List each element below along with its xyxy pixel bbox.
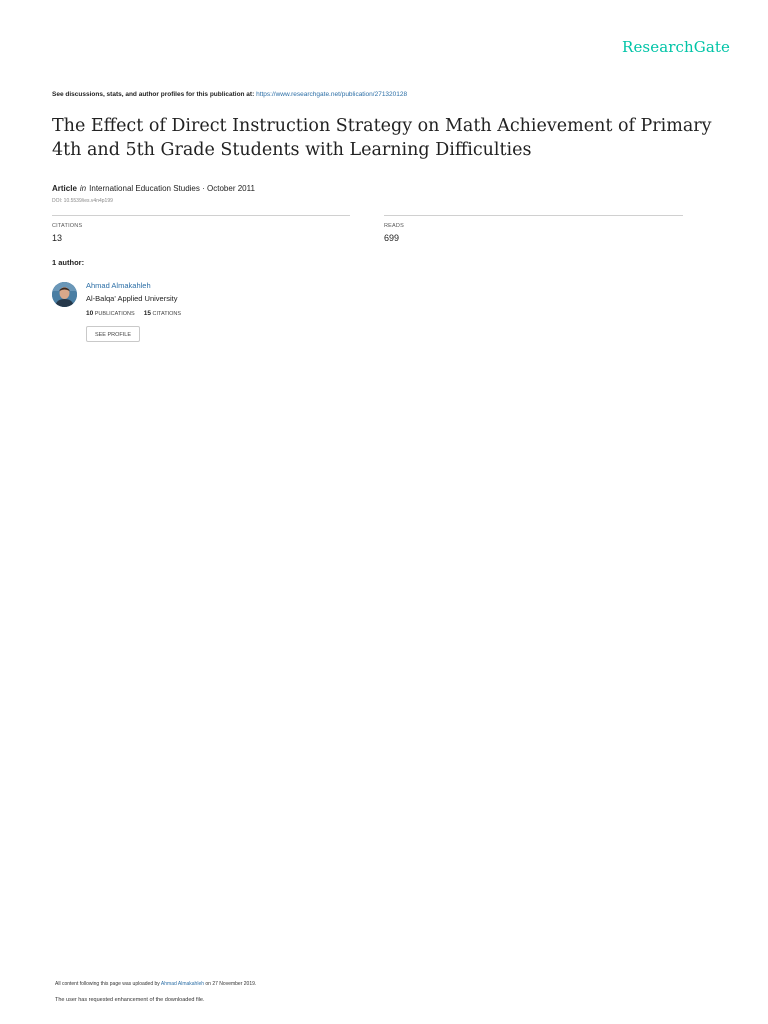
citations-value: 13	[52, 233, 63, 243]
doi-text: DOI: 10.5539/ies.v4n4p199	[52, 198, 113, 204]
author-name-link[interactable]: Ahmad Almakahleh	[86, 281, 151, 290]
publication-title: The Effect of Direct Instruction Strategy on Math Achievement of Primary 4th and 5th Grade Students with Learning Difficulties	[52, 116, 712, 160]
reads-value: 699	[384, 233, 400, 243]
publication-type: Article	[52, 184, 77, 193]
publication-url-link[interactable]: https://www.researchgate.net/publication/271320128	[256, 91, 408, 98]
upload-notice-suffix: on 27 November 2019.	[205, 981, 257, 987]
author-publications-count: 10	[86, 310, 94, 317]
reads-divider	[384, 215, 683, 216]
reads-label: READS	[384, 223, 404, 229]
see-profile-button[interactable]: SEE PROFILE	[86, 326, 140, 342]
researchgate-logo[interactable]: ResearchGate	[622, 38, 730, 56]
citations-label: CITATIONS	[52, 223, 83, 229]
author-affiliation: Al-Balqa' Applied University	[86, 294, 178, 303]
meta-separator: ·	[202, 184, 205, 193]
discussions-lead: See discussions, stats, and author profiles for this publication at:	[52, 91, 255, 98]
authors-heading: 1 author:	[52, 258, 85, 267]
author-publications-label: PUBLICATIONS	[94, 311, 135, 317]
journal-name[interactable]: International Education Studies	[89, 184, 200, 193]
author-avatar[interactable]	[52, 282, 77, 307]
meta-in-word: in	[79, 184, 87, 193]
publication-date: October 2011	[207, 184, 255, 193]
upload-notice-prefix: All content following this page was uploaded by	[55, 981, 160, 987]
author-citations-label: CITATIONS	[152, 311, 182, 317]
enhancement-notice: The user has requested enhancement of the downloaded file.	[55, 997, 205, 1003]
discussions-line	[52, 91, 407, 98]
author-citations-count: 15	[143, 310, 151, 317]
upload-notice	[55, 981, 256, 987]
publication-meta	[52, 184, 255, 193]
author-stats	[86, 310, 181, 317]
uploader-link[interactable]: Ahmad Almakahleh	[160, 981, 205, 987]
citations-divider	[52, 215, 350, 216]
